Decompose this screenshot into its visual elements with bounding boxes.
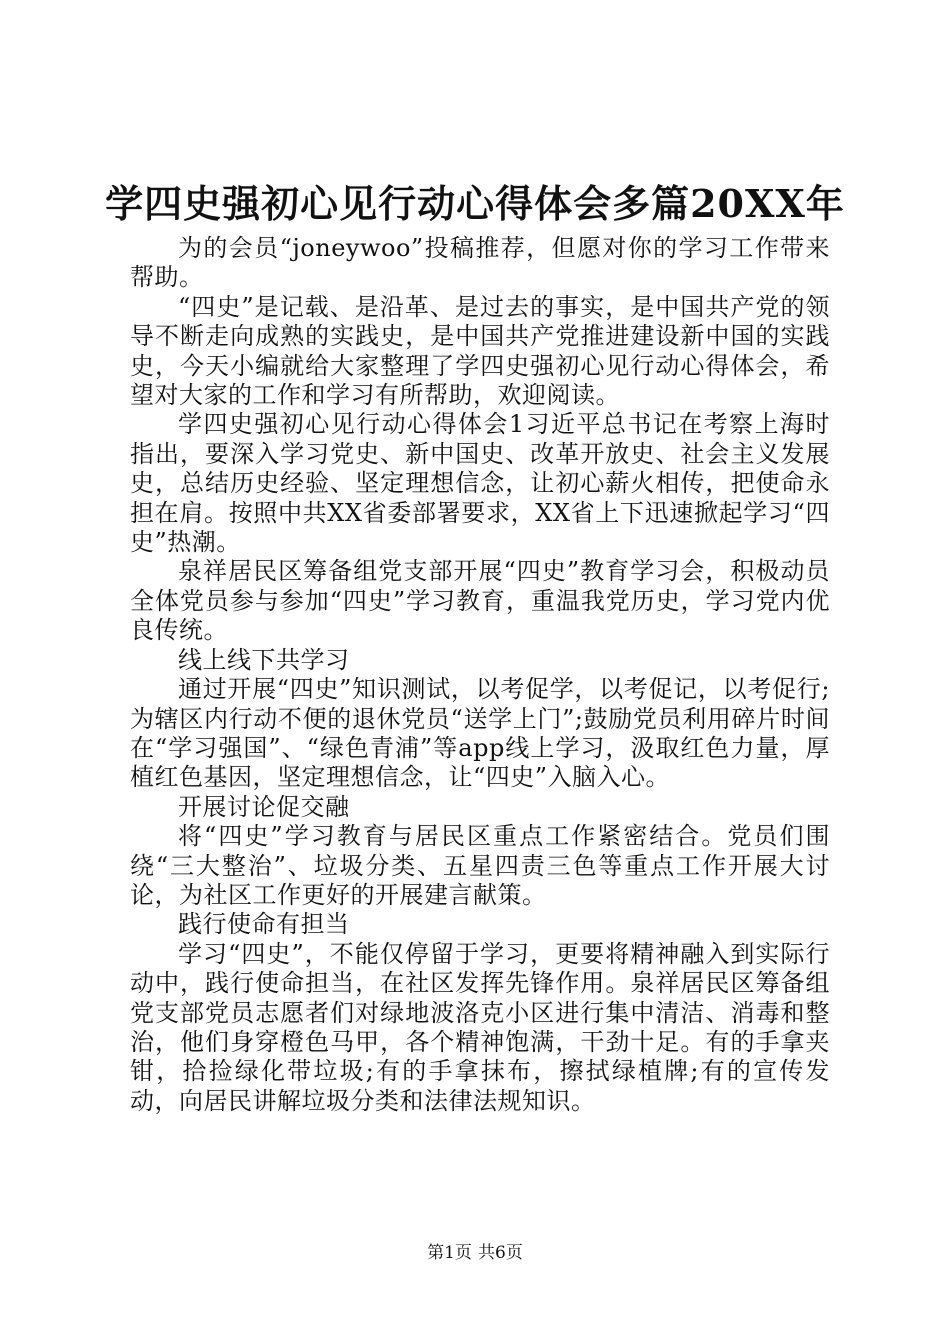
paragraph-mission: 学习“四史”，不能仅停留于学习，更要将精神融入到实际行动中，践行使命担当，在社区发挥先锋作用。泉祥居民区筹备组党支部党员志愿者们对绿地波洛克小区进行集中清洁、消毒和整治，他们身穿橙色马甲，各个精神饱满，干劲十足。有的手拿夹钳，拾捡绿化带垃圾;有的手拿抹布，擦拭绿植牌;有的宣传发动，向居民讲解垃圾分类和法律法规知识。 xyxy=(130,939,830,1115)
paragraph-intro: 为的会员“joneywoo”投稿推荐，但愿对你的学习工作带来帮助。 xyxy=(130,234,830,292)
page-number: 第1页 xyxy=(427,1243,472,1263)
paragraph-discussion: 将“四史”学习教育与居民区重点工作紧密结合。党员们围绕“三大整治”、垃圾分类、五星四责三色等重点工作开展大讨论，为社区工作更好的开展建言献策。 xyxy=(130,822,830,909)
paragraph-four-histories: “四史”是记载、是沿革、是过去的事实，是中国共产党的领导不断走向成熟的实践史，是中国共产党推进建设新中国的实践史，今天小编就给大家整理了学四史强初心见行动心得体会，希望对大家的工作和学习有所帮助，欢迎阅读。 xyxy=(130,292,830,410)
section-heading-discussion: 开展讨论促交融 xyxy=(178,792,350,821)
page-footer xyxy=(0,1242,950,1264)
paragraph-essay-1: 学四史强初心见行动心得体会1习近平总书记在考察上海时指出，要深入学习党史、新中国史、改革开放史、社会主义发展史，总结历史经验、坚定理想信念，让初心薪火相传，把使命永担在肩。按照中共XX省委部署要求，XX省上下迅速掀起学习“四史”热潮。 xyxy=(130,410,830,557)
document-title: 学四史强初心见行动心得体会多篇20XX年 xyxy=(105,181,845,226)
section-heading-mission: 践行使命有担当 xyxy=(178,910,350,939)
document-body xyxy=(130,234,830,1116)
section-heading-online-offline: 线上线下共学习 xyxy=(178,645,350,674)
page-total: 共6页 xyxy=(478,1243,523,1263)
paragraph-party-branch: 泉祥居民区筹备组党支部开展“四史”教育学习会，积极动员全体党员参与参加“四史”学习教育，重温我党历史，学习党内优良传统。 xyxy=(130,557,830,645)
paragraph-online-offline: 通过开展“四史”知识测试，以考促学，以考促记，以考促行;为辖区内行动不便的退休党员“送学上门”;鼓励党员利用碎片时间在“学习强国”、“绿色青浦”等app线上学习，汲取红色力量，厚植红色基因，坚定理想信念，让“四史”入脑入心。 xyxy=(130,675,830,792)
